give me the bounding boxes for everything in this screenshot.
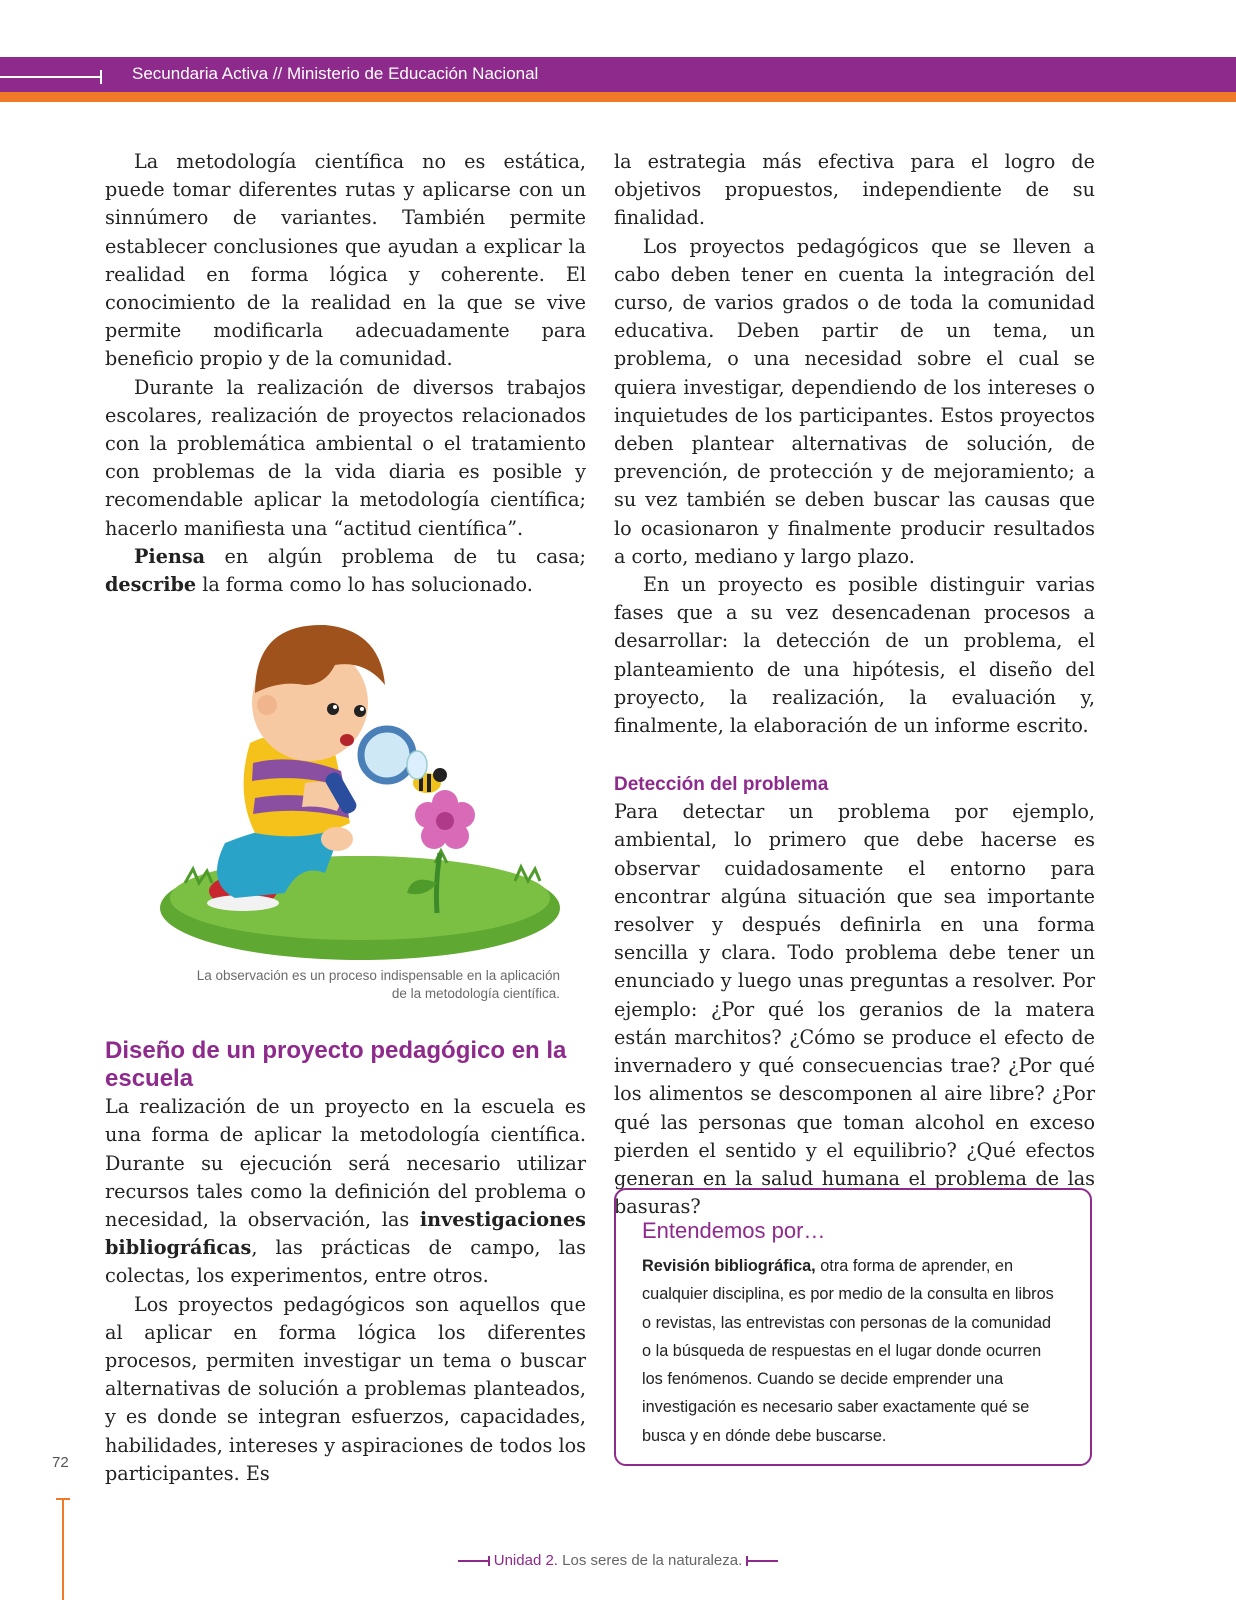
footer-title: Los seres de la naturaleza. bbox=[557, 1552, 743, 1569]
right-paragraph-1: la estrategia más efectiva para el logro de objetivos propuestos, independiente de su finalidad. bbox=[614, 150, 1095, 230]
header-rule-tick bbox=[100, 70, 102, 84]
footer bbox=[0, 1552, 1236, 1569]
boy-observing-flower-illustration bbox=[155, 613, 575, 963]
footer-rule-left bbox=[458, 1560, 488, 1562]
subsection-title: Detección del problema bbox=[614, 774, 829, 796]
right-paragraph-3: En un proyecto es posible distinguir varias fases que a su vez desencadenan procesos a desarrollar: la detección de un problema, el planteamiento de una hipótesis, el diseño del proyecto, la realización, la evaluación y, finalmente, la elaboración de un informe escrito. bbox=[614, 573, 1095, 738]
left-paragraph-3 bbox=[105, 543, 586, 599]
page-number: 72 bbox=[52, 1454, 69, 1471]
caption-line-2: de la metodología científica. bbox=[391, 986, 560, 1002]
definition-title: Entendemos por… bbox=[642, 1218, 826, 1243]
definition-box bbox=[614, 1188, 1092, 1466]
left-paragraph-1: La metodología científica no es estática, puede tomar diferentes rutas y aplicarse con un sinnúmero de variantes. También permite establecer conclusiones que ayudan a explicar la realidad en forma lógica y coherente. El conocimiento de la realidad en la que se vive permite modificarla adecuadamente para beneficio propio y de la comunidad. bbox=[105, 150, 586, 371]
left-column bbox=[105, 148, 586, 1488]
illustration-caption bbox=[105, 967, 560, 1003]
right-column bbox=[614, 148, 1095, 1221]
header-rule bbox=[0, 76, 100, 78]
section-title: Diseño de un proyecto pedagógico en la escuela bbox=[105, 1037, 567, 1093]
describe-bold: describe bbox=[105, 573, 197, 597]
left-paragraph-5: Los proyectos pedagógicos son aquellos que al aplicar en forma lógica los diferentes procesos, permiten investigar un tema o buscar alternativas de solución a problemas planteados, y es donde se integran esfuerzos, capacidades, habilidades, intereses y aspiraciones de todos los participantes. Es bbox=[105, 1292, 586, 1485]
left-paragraph-3-text-b: la forma como lo has solucionado. bbox=[196, 573, 533, 597]
left-paragraph-4 bbox=[105, 1093, 586, 1290]
left-paragraph-4-text-b: , las prácticas de campo, las colectas, los experimentos, entre otros. bbox=[105, 1236, 586, 1288]
piensa-bold: Piensa bbox=[134, 544, 206, 568]
footer-unit: Unidad 2. bbox=[493, 1552, 558, 1569]
header-title: Secundaria Activa // Ministerio de Educación Nacional bbox=[132, 64, 539, 83]
definition-body: otra forma de aprender, en cualquier disciplina, es por medio de la consulta en libros o revistas, las entrevistas con personas de la comunidad o la búsqueda de respuestas en el lugar donde ocurren los fenómenos. Cuando se decide emprender una investigación es necesario saber exactamente qué se busca y en dónde debe buscarse. bbox=[642, 1257, 1054, 1445]
footer-tick-left bbox=[488, 1556, 490, 1566]
margin-rule bbox=[62, 1498, 64, 1600]
definition-text bbox=[642, 1252, 1064, 1450]
footer-rule-right bbox=[748, 1560, 778, 1562]
investigaciones-bold: investigaciones bibliográficas bbox=[105, 1208, 586, 1260]
right-paragraph-2: Los proyectos pedagógicos que se lleven a cabo deben tener en cuenta la integración del curso, de varios grados o de toda la comunidad educativa. Deben partir de un tema, un problema, o una necesidad sobre el cual se quiera investigar, dependiendo de los intereses o inquietudes de los participantes. Estos proyectos deben plantear alternativas de solución, de prevención, de protección y de mejoramiento; a su vez también se deben buscar las causas que lo ocasionaron y finalmente producir resultados a corto, mediano y largo plazo. bbox=[614, 234, 1095, 568]
left-paragraph-3-text-a: en algún problema de tu casa; bbox=[205, 544, 586, 568]
header-accent-stripe bbox=[0, 92, 1236, 102]
left-paragraph-4-text-a: La realización de un proyecto en la escuela es una forma de aplicar la metodología científica. Durante su ejecución será necesario utilizar recursos tales como la definición del problema o necesidad, la observación, las bbox=[105, 1095, 586, 1232]
right-paragraph-4: Para detectar un problema por ejemplo, ambiental, lo primero que debe hacerse es observar cuidadosamente el entorno para encontrar algúna situación que sea importante resolver y después definirla en una forma sencilla y clara. Todo problema debe tener un enunciado y luego unas preguntas a resolver. Por ejemplo: ¿Por qué los geranios de la matera están marchitos? ¿Cómo se produce el efecto de invernadero y qué consecuencias trae? ¿Por qué los alimentos se descomponen al aire libre? ¿Por qué las personas que toman alcohol en exceso pierden el sentido y el equilibrio? ¿Qué efectos generan en la salud humana el problema de las basuras? bbox=[614, 800, 1095, 1219]
caption-line-1: La observación es un proceso indispensable en la aplicación bbox=[196, 968, 560, 984]
left-paragraph-2: Durante la realización de diversos trabajos escolares, realización de proyectos relacionados con la problemática ambiental o el tratamiento con problemas de la vida diaria es posible y recomendable aplicar la metodología científica; hacerlo manifiesta una “actitud científica”. bbox=[105, 375, 586, 540]
margin-rule-tick bbox=[56, 1498, 70, 1500]
definition-term: Revisión bibliográfica, bbox=[642, 1257, 816, 1275]
